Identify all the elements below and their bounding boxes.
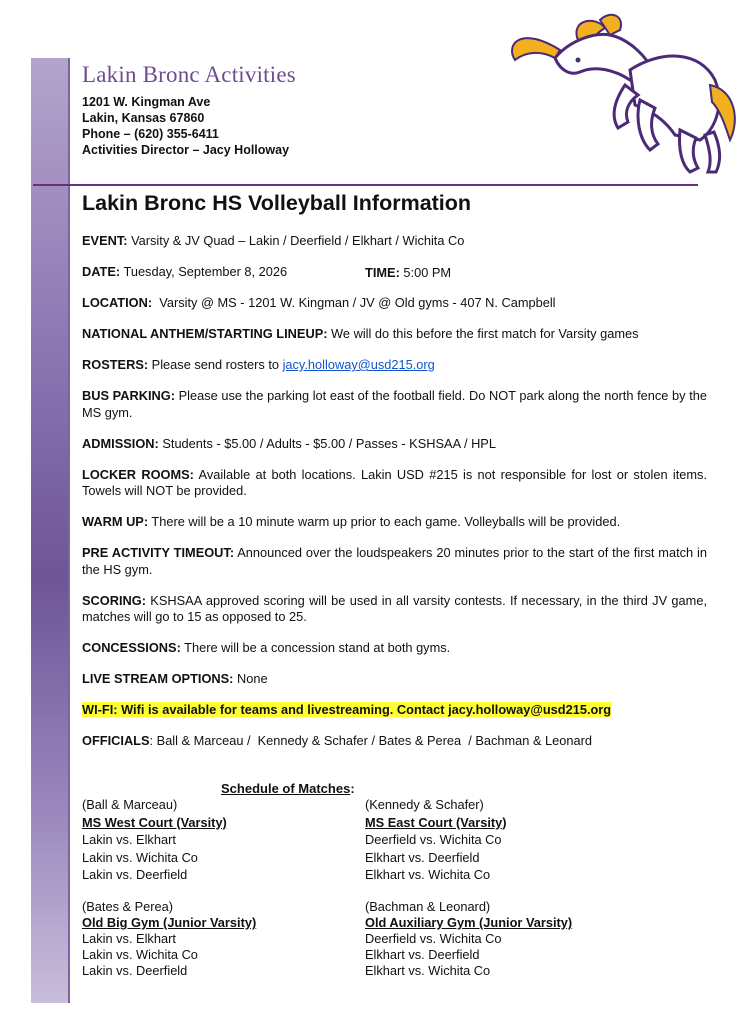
date-value: Tuesday, September 8, 2026	[120, 264, 288, 279]
block-court: Old Big Gym (Junior Varsity)	[82, 915, 257, 930]
block-court: MS East Court (Varsity)	[365, 814, 507, 830]
rosters-row	[82, 357, 707, 374]
header-divider	[33, 184, 698, 186]
wifi-row	[82, 702, 707, 719]
concessions-value: There will be a concession stand at both gyms.	[180, 640, 451, 655]
timeout-value: Announced over the loudspeakers 20 minutes prior to the start of the first match in the HS gym.	[82, 545, 707, 577]
schedule-title	[221, 781, 355, 796]
sidebar-edge	[68, 58, 70, 1003]
date-label: DATE:	[82, 264, 121, 279]
schedule-block-ms-west	[82, 796, 227, 884]
admission-row	[82, 436, 707, 453]
block-court: MS West Court (Varsity)	[82, 814, 227, 830]
phone: Phone – (620) 355-6411	[82, 127, 219, 141]
concessions-label: CONCESSIONS:	[82, 640, 181, 655]
anthem-row	[82, 326, 707, 343]
schedule-title-text: Schedule of Matches	[221, 781, 351, 796]
admission-label: ADMISSION:	[82, 435, 159, 451]
block-officials: (Kennedy & Schafer)	[365, 797, 484, 812]
livestream-value: None	[233, 671, 268, 686]
block-court: Old Auxiliary Gym (Junior Varsity)	[365, 915, 573, 930]
bus-parking-value: Please use the parking lot east of the football field. Do NOT park along the north fence by the MS gym.	[82, 388, 707, 420]
time-value: 5:00 PM	[399, 265, 452, 280]
admission-value: Students - $5.00 / Adults - $5.00 / Passes - KSHSAA / HPL	[158, 435, 496, 451]
schedule-block-old-big-gym	[82, 899, 256, 979]
scoring-label: SCORING:	[82, 592, 146, 608]
locker-rooms-label: LOCKER ROOMS:	[82, 466, 194, 482]
event-row	[82, 233, 707, 250]
match-item: Lakin vs. Deerfield	[82, 867, 188, 883]
officials-label: OFFICIALS	[82, 733, 150, 748]
match-item: Lakin vs. Wichita Co	[82, 947, 198, 962]
concessions-row	[82, 640, 707, 657]
address-line-2: Lakin, Kansas 67860	[82, 111, 205, 125]
bus-parking-row	[82, 388, 707, 421]
address-block	[82, 94, 289, 158]
time-row	[365, 265, 451, 280]
match-item: Deerfield vs. Wichita Co	[365, 832, 502, 848]
wifi-highlight: WI-FI: Wifi is available for teams and livestreaming. Contact jacy.holloway@usd215.org	[82, 702, 612, 717]
block-officials: (Bates & Perea)	[82, 899, 174, 914]
warm-up-label: WARM UP:	[82, 514, 149, 529]
time-label: TIME:	[365, 265, 400, 280]
match-item: Elkhart vs. Wichita Co	[365, 867, 491, 883]
match-item: Lakin vs. Elkhart	[82, 931, 176, 946]
bus-parking-label: BUS PARKING:	[82, 388, 175, 403]
org-name: Lakin Bronc Activities	[82, 62, 296, 87]
match-item: Elkhart vs. Deerfield	[365, 947, 480, 962]
location-row	[82, 295, 707, 312]
schedule-title-colon: :	[350, 781, 355, 796]
match-item: Lakin vs. Elkhart	[82, 832, 176, 848]
schedule-block-old-auxiliary-gym	[365, 899, 572, 979]
rosters-label: ROSTERS:	[82, 357, 149, 372]
locker-rooms-value: Available at both locations. Lakin USD #215 is not responsible for lost or stolen items. Towels will NOT be provided.	[82, 466, 707, 498]
block-officials: (Bachman & Leonard)	[365, 899, 491, 914]
anthem-value: We will do this before the first match for Varsity games	[327, 326, 639, 341]
warm-up-row	[82, 514, 707, 531]
block-officials: (Ball & Marceau)	[82, 797, 178, 812]
match-item: Lakin vs. Wichita Co	[82, 849, 198, 865]
bronco-horse-logo	[500, 10, 740, 175]
location-value: Varsity @ MS - 1201 W. Kingman / JV @ Old gyms - 407 N. Campbell	[152, 295, 556, 310]
director: Activities Director – Jacy Holloway	[82, 143, 290, 157]
warm-up-value: There will be a 10 minute warm up prior to each game. Volleyballs will be provided.	[148, 514, 621, 529]
anthem-label: NATIONAL ANTHEM/STARTING LINEUP:	[82, 326, 328, 341]
match-item: Lakin vs. Deerfield	[82, 963, 188, 978]
info-section	[82, 233, 707, 764]
event-label: EVENT:	[82, 233, 128, 248]
location-label: LOCATION:	[82, 295, 153, 310]
address-line-1: 1201 W. Kingman Ave	[82, 95, 211, 109]
officials-row	[82, 733, 707, 750]
officials-value: : Ball & Marceau / Kennedy & Schafer / Bates & Perea / Bachman & Leonard	[149, 733, 592, 748]
rosters-value: Please send rosters to	[148, 357, 283, 372]
match-item: Deerfield vs. Wichita Co	[365, 931, 502, 946]
decorative-sidebar-bar	[31, 58, 70, 1003]
event-value: Varsity & JV Quad – Lakin / Deerfield / Elkhart / Wichita Co	[127, 233, 465, 248]
livestream-row	[82, 671, 707, 688]
livestream-label: LIVE STREAM OPTIONS:	[82, 671, 234, 686]
page-title: Lakin Bronc HS Volleyball Information	[82, 191, 472, 215]
match-item: Elkhart vs. Deerfield	[365, 849, 480, 865]
timeout-row	[82, 545, 707, 578]
rosters-email-link[interactable]: jacy.holloway@usd215.org	[282, 357, 435, 372]
match-item: Elkhart vs. Wichita Co	[365, 963, 491, 978]
scoring-row	[82, 593, 707, 626]
scoring-value: KSHSAA approved scoring will be used in all varsity contests. If necessary, in the third JV game, matches will go to 15 as opposed to 25.	[82, 592, 707, 624]
schedule-block-ms-east	[365, 796, 507, 884]
locker-rooms-row	[82, 467, 707, 500]
timeout-label: PRE ACTIVITY TIMEOUT:	[82, 545, 235, 560]
